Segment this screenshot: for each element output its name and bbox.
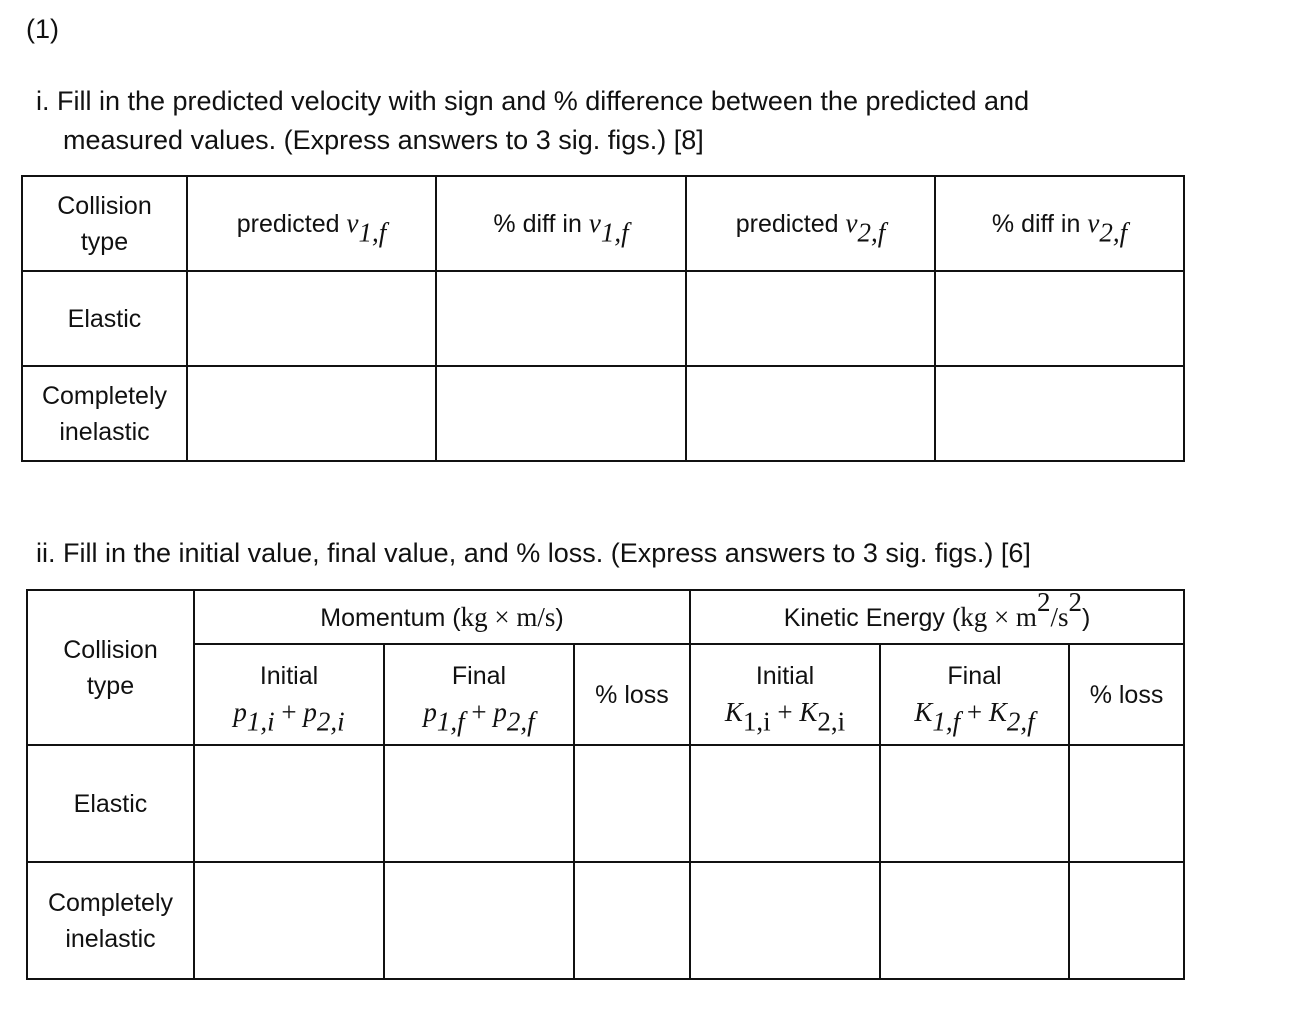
answer-cell-p-initial-elastic[interactable] bbox=[194, 745, 384, 862]
part-i-instruction-line1: i. Fill in the predicted velocity with sign and % difference between the predicted and bbox=[36, 86, 1030, 116]
percent-diff-v1f-header: % diff in $v_{1,f}$ bbox=[436, 176, 686, 271]
ke-initial-header: Initial $K_{1,i} + K_{2,i}$ bbox=[690, 644, 880, 745]
momentum-final-header: Final $p_{1,f} + p_{2,f}$ bbox=[384, 644, 574, 745]
answer-cell-p-loss-elastic[interactable] bbox=[574, 745, 690, 862]
collision-type-header: Collision type bbox=[27, 590, 194, 745]
answer-cell-k-final-elastic[interactable] bbox=[880, 745, 1069, 862]
kinetic-energy-group-header: Kinetic Energy $(kg \times m^2/s^2)$ bbox=[690, 590, 1184, 644]
energy-row-inelastic bbox=[27, 862, 1184, 979]
answer-cell-k-loss-inelastic[interactable] bbox=[1069, 862, 1184, 979]
velocity-row-elastic bbox=[22, 271, 1184, 366]
row-label-elastic: Elastic bbox=[22, 271, 187, 366]
answer-cell-predicted-v2f-inelastic[interactable] bbox=[686, 366, 935, 461]
ke-loss-header: % loss bbox=[1069, 644, 1184, 745]
answer-cell-k-initial-elastic[interactable] bbox=[690, 745, 880, 862]
row-label-elastic: Elastic bbox=[27, 745, 194, 862]
predicted-v2f-header: predicted $v_{2,f}$ bbox=[686, 176, 935, 271]
answer-cell-predicted-v2f-elastic[interactable] bbox=[686, 271, 935, 366]
question-number: (1) bbox=[26, 14, 59, 44]
answer-cell-predicted-v1f-inelastic[interactable] bbox=[187, 366, 436, 461]
answer-cell-diff-v1f-inelastic[interactable] bbox=[436, 366, 686, 461]
collision-type-header: Collision type bbox=[22, 176, 187, 271]
velocity-row-inelastic bbox=[22, 366, 1184, 461]
answer-cell-predicted-v1f-elastic[interactable] bbox=[187, 271, 436, 366]
energy-row-elastic bbox=[27, 745, 1184, 862]
momentum-initial-header: Initial $p_{1,i} + p_{2,i}$ bbox=[194, 644, 384, 745]
ke-final-header: Final $K_{1,f} + K_{2,f}$ bbox=[880, 644, 1069, 745]
answer-cell-p-final-elastic[interactable] bbox=[384, 745, 574, 862]
velocity-table bbox=[21, 175, 1185, 462]
row-label-completely-inelastic: Completely inelastic bbox=[22, 366, 187, 461]
answer-cell-p-final-inelastic[interactable] bbox=[384, 862, 574, 979]
group-header-row bbox=[27, 590, 1184, 644]
answer-cell-k-final-inelastic[interactable] bbox=[880, 862, 1069, 979]
predicted-v1f-header: predicted $v_{1,f}$ bbox=[187, 176, 436, 271]
row-label-completely-inelastic: Completely inelastic bbox=[27, 862, 194, 979]
percent-diff-v2f-header: % diff in $v_{2,f}$ bbox=[935, 176, 1184, 271]
answer-cell-diff-v2f-elastic[interactable] bbox=[935, 271, 1184, 366]
part-ii-instruction: ii. Fill in the initial value, final value, and % loss. (Express answers to 3 sig. figs.) [6] bbox=[36, 538, 1031, 568]
answer-cell-k-loss-elastic[interactable] bbox=[1069, 745, 1184, 862]
answer-cell-diff-v1f-elastic[interactable] bbox=[436, 271, 686, 366]
momentum-loss-header: % loss bbox=[574, 644, 690, 745]
answer-cell-k-initial-inelastic[interactable] bbox=[690, 862, 880, 979]
sub-header-row bbox=[27, 644, 1184, 745]
answer-cell-p-loss-inelastic[interactable] bbox=[574, 862, 690, 979]
answer-cell-p-initial-inelastic[interactable] bbox=[194, 862, 384, 979]
velocity-table-header-row bbox=[22, 176, 1184, 271]
momentum-group-header: Momentum (kg × m/s) bbox=[194, 590, 690, 644]
answer-cell-diff-v2f-inelastic[interactable] bbox=[935, 366, 1184, 461]
part-i-instruction-line2: measured values. (Express answers to 3 sig. figs.) [8] bbox=[63, 125, 704, 155]
momentum-energy-table bbox=[26, 586, 1185, 980]
part-i-instruction bbox=[36, 82, 1196, 160]
